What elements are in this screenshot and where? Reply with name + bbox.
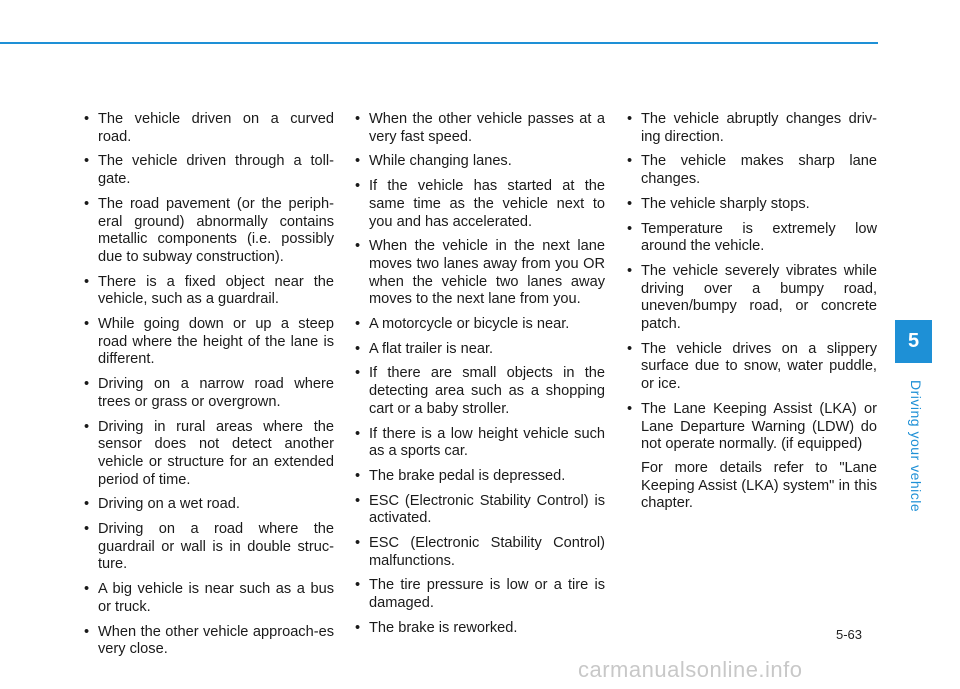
list-item: • The vehicle makes sharp lane changes. [627, 153, 877, 188]
list-item: • There is a fixed object near the vehicle, such as a guardrail. [84, 274, 334, 309]
list-item: • The vehicle sharply stops. [627, 196, 877, 214]
list-item: • When the other vehicle approach-es very close. [84, 624, 334, 659]
header-rule [0, 42, 878, 44]
list-item: • When the vehicle in the next lane moves two lanes away from you OR when the vehicle two lanes away moves to the next lane from you. [355, 238, 605, 309]
list-item: • While changing lanes. [355, 153, 605, 171]
list-item: • The brake pedal is depressed. [355, 468, 605, 486]
list-item: • The tire pressure is low or a tire is damaged. [355, 577, 605, 612]
list-item: • The vehicle driven through a toll-gate. [84, 153, 334, 188]
column-2-list [355, 111, 605, 645]
list-item: • The vehicle abruptly changes driv-ing direction. [627, 111, 877, 146]
list-item: • The vehicle driven on a curved road. [84, 111, 334, 146]
list-item: • The Lane Keeping Assist (LKA) or Lane Departure Warning (LDW) do not operate normally. (if equipped) [627, 401, 877, 454]
list-item: • If there is a low height vehicle such as a sports car. [355, 426, 605, 461]
column-3-list [627, 111, 877, 520]
list-item: • The vehicle severely vibrates while driving over a bumpy road, uneven/bumpy road, or concrete patch. [627, 263, 877, 334]
list-item: • The road pavement (or the periph-eral ground) abnormally contains metallic components (i.e. possibly due to subway construction). [84, 196, 334, 267]
list-item: • The vehicle drives on a slippery surface due to snow, water puddle, or ice. [627, 341, 877, 394]
list-item: • If there are small objects in the detecting area such as a shopping cart or a baby stroller. [355, 365, 605, 418]
column-1-list [84, 111, 334, 666]
chapter-tab: 5 [895, 320, 932, 363]
list-item: • Driving on a road where the guardrail or wall is in double struc-ture. [84, 521, 334, 574]
chapter-label: Driving your vehicle [908, 380, 924, 513]
list-item: • Temperature is extremely low around the vehicle. [627, 221, 877, 256]
list-item: • While going down or up a steep road where the height of the lane is different. [84, 316, 334, 369]
reference-note: For more details refer to "Lane Keeping Assist (LKA) system" in this chapter. [641, 459, 877, 512]
list-item: • Driving on a narrow road where trees or grass or overgrown. [84, 376, 334, 411]
list-item: • ESC (Electronic Stability Control) malfunctions. [355, 535, 605, 570]
list-item: • Driving on a wet road. [84, 496, 334, 514]
list-item: • ESC (Electronic Stability Control) is activated. [355, 493, 605, 528]
watermark: carmanualsonline.info [578, 657, 803, 682]
list-item: • The brake is reworked. [355, 620, 605, 638]
list-item: • If the vehicle has started at the same time as the vehicle next to you and has accelerated. [355, 178, 605, 231]
list-item: • A flat trailer is near. [355, 341, 605, 359]
list-item: • Driving in rural areas where the sensor does not detect another vehicle or structure for an extended period of time. [84, 419, 334, 490]
list-item: • When the other vehicle passes at a very fast speed. [355, 111, 605, 146]
list-item: • A motorcycle or bicycle is near. [355, 316, 605, 334]
page-number: 5-63 [836, 627, 863, 642]
list-item: • A big vehicle is near such as a bus or truck. [84, 581, 334, 616]
